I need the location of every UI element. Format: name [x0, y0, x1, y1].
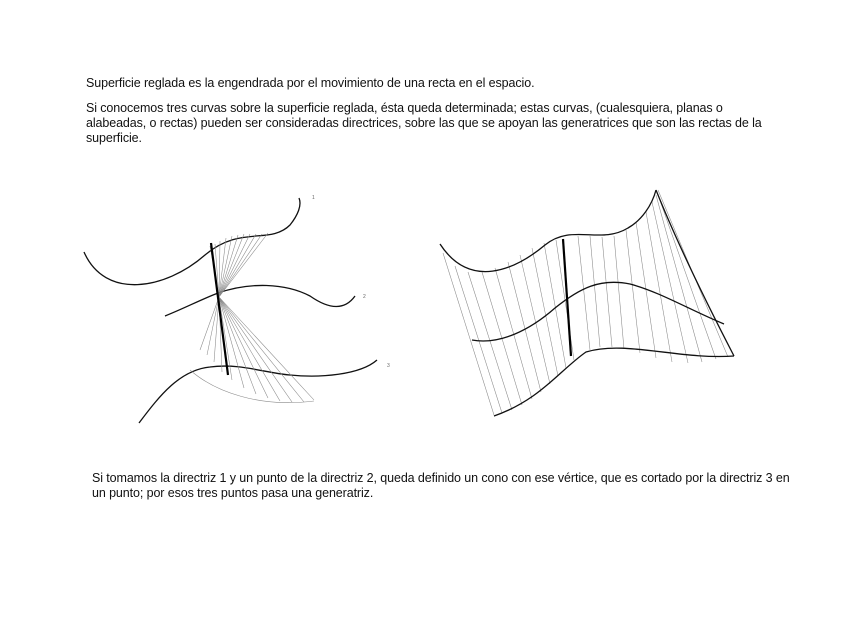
- intro-paragraph: Superficie reglada es la engendrada por el movimiento de una recta en el espacio.: [86, 76, 535, 90]
- directrix-2-label: 2: [363, 294, 366, 300]
- directrix-1-curve: [84, 198, 300, 285]
- left-figure-cone: [84, 195, 390, 423]
- directrix-3-curve: [139, 360, 377, 423]
- right-figure-ruled-surface: [440, 190, 734, 416]
- cone-generatrices: [190, 233, 314, 403]
- directrix-3-label: 3: [387, 363, 390, 369]
- surface-middle-curve: [472, 282, 724, 341]
- surface-top-edge: [440, 190, 656, 272]
- directrices-paragraph: Si conocemos tres curvas sobre la superficie reglada, ésta queda determinada; estas curvas, (cualesquiera, planas o alabeadas, o rectas) pueden ser consideradas directrices, sobre las que se apoyan las generatrices que son las rectas de la superficie.: [86, 101, 762, 145]
- directrix-1-label: 1: [312, 195, 315, 201]
- directrix-2-curve: [165, 285, 355, 316]
- surface-generatrices: [443, 190, 728, 415]
- surface-bottom-edge: [494, 348, 734, 416]
- cono-paragraph: Si tomamos la directriz 1 y un punto de la directriz 2, queda definido un cono con ese vértice, que es cortado por la directriz 3 en un punto; por esos tres puntos pasa una generatriz.: [92, 471, 790, 500]
